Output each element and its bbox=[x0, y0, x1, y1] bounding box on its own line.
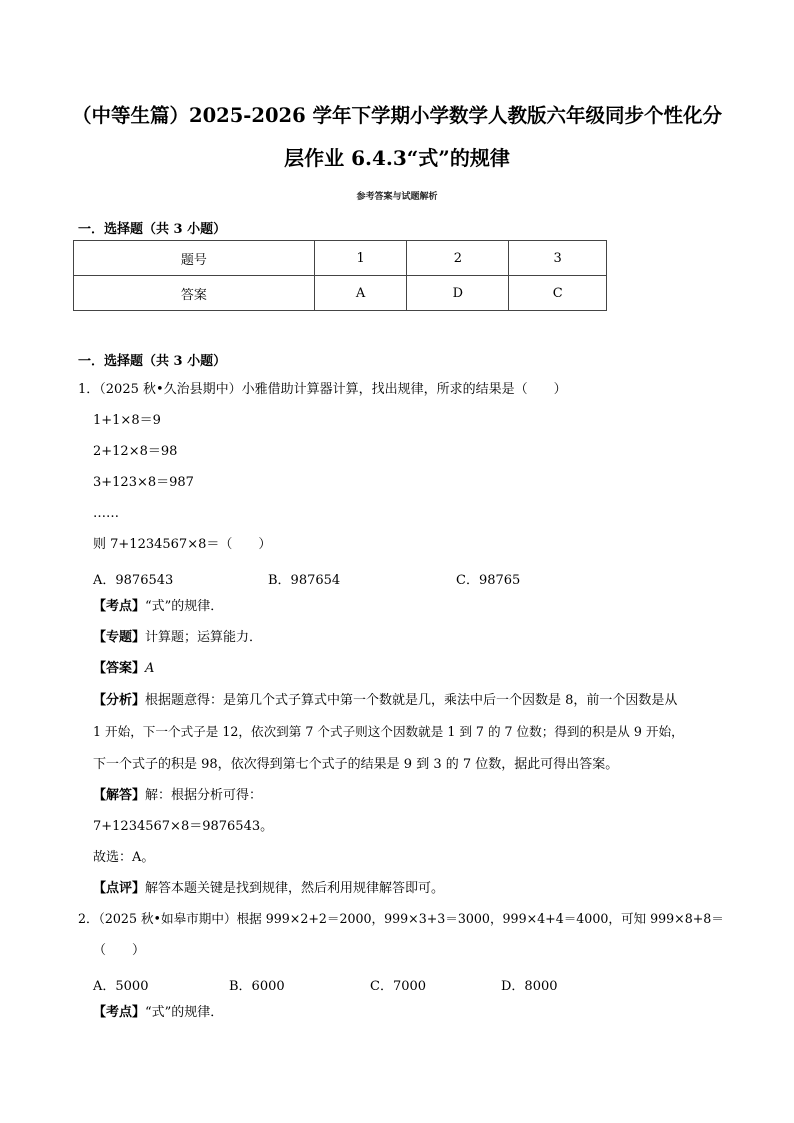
table-cell: 题号 bbox=[74, 241, 315, 276]
q1-line: 则 7+1234567×8＝（ ） bbox=[93, 537, 272, 552]
q1-line: …… bbox=[93, 506, 119, 521]
q1-zhuanti bbox=[93, 631, 262, 644]
dianping-tag: 【点评】 bbox=[93, 881, 146, 896]
table-cell: 答案 bbox=[74, 276, 315, 311]
table-cell: 3 bbox=[509, 241, 607, 276]
page-title-line-1: （中等生篇）2025-2026 学年下学期小学数学人教版六年级同步个性化分 bbox=[72, 104, 722, 127]
page-title-line-2: 层作业 6.4.3“式”的规律 bbox=[284, 146, 510, 170]
kaodian-text: “式”的规律． bbox=[145, 599, 224, 614]
daan-tag: 【答案】 bbox=[93, 661, 146, 676]
table-row bbox=[74, 241, 607, 276]
jieda-text: 解：根据分析可得： bbox=[145, 788, 263, 803]
kaodian-tag: 【考点】 bbox=[93, 599, 146, 614]
q1-stem: 1．（2025 秋•久治县期中）小雅借助计算器计算，找出规律，所求的结果是（ ） bbox=[78, 382, 567, 397]
q2-option-d: D．8000 bbox=[501, 979, 558, 994]
answer-section-heading: 一．选择题（共 3 小题） bbox=[78, 222, 227, 237]
q2-stem-cont: （ ） bbox=[93, 943, 146, 958]
table-cell: 1 bbox=[314, 241, 407, 276]
q1-fenxi bbox=[93, 694, 677, 707]
q1-line: 3+123×8＝987 bbox=[93, 475, 194, 490]
q2-stem: 2．（2025 秋•如皋市期中）根据 999×2+2＝2000，999×3+3＝3000，999×4+4＝4000，可知 999×8+8＝ bbox=[78, 911, 724, 926]
subtitle: 参考答案与试题解析 bbox=[356, 192, 438, 202]
q1-daan bbox=[93, 662, 154, 675]
q1-option-c: C．98765 bbox=[456, 573, 521, 588]
questions-section-heading: 一．选择题（共 3 小题） bbox=[78, 354, 227, 369]
table-cell: D bbox=[407, 276, 509, 311]
q2-kaodian bbox=[93, 1006, 223, 1019]
daan-text: A bbox=[145, 661, 155, 676]
q1-fenxi-cont: 1 开始，下一个式子是 12，依次到第 7 个式子则这个因数就是 1 到 7 的 7 位数；得到的积是从 9 开始， bbox=[93, 724, 684, 739]
q1-jieda-line: 7+1234567×8＝9876543。 bbox=[93, 819, 274, 834]
q1-jieda bbox=[93, 789, 262, 802]
q1-line: 2+12×8＝98 bbox=[93, 444, 178, 459]
q2-option-b: B．6000 bbox=[229, 979, 285, 994]
zhuanti-text: 计算题；运算能力． bbox=[145, 630, 263, 645]
kaodian-text: “式”的规律． bbox=[145, 1005, 224, 1020]
table-row bbox=[74, 276, 607, 311]
q1-line: 1+1×8＝9 bbox=[93, 413, 161, 428]
q1-jieda-line: 故选：A。 bbox=[93, 850, 155, 865]
q1-kaodian bbox=[93, 600, 223, 613]
table-cell: A bbox=[314, 276, 407, 311]
answer-table bbox=[73, 240, 607, 311]
kaodian-tag: 【考点】 bbox=[93, 1005, 146, 1020]
jieda-tag: 【解答】 bbox=[93, 788, 146, 803]
q1-option-a: A．9876543 bbox=[93, 573, 174, 588]
table-cell: 2 bbox=[407, 241, 509, 276]
fenxi-tag: 【分析】 bbox=[93, 693, 146, 708]
q1-option-b: B．987654 bbox=[268, 573, 341, 588]
q1-dianping bbox=[93, 882, 444, 895]
q2-option-a: A．5000 bbox=[93, 979, 149, 994]
q2-option-c: C．7000 bbox=[370, 979, 427, 994]
table-cell: C bbox=[509, 276, 607, 311]
zhuanti-tag: 【专题】 bbox=[93, 630, 146, 645]
dianping-text: 解答本题关键是找到规律，然后利用规律解答即可。 bbox=[145, 881, 445, 896]
fenxi-text: 根据题意得：是第几个式子算式中第一个数就是几，乘法中后一个因数是 8，前一个因数是从 bbox=[145, 693, 678, 708]
q1-fenxi-cont: 下一个式子的积是 98，依次得到第七个式子的结果是 9 到 3 的 7 位数，据此可得出答案。 bbox=[93, 757, 619, 772]
